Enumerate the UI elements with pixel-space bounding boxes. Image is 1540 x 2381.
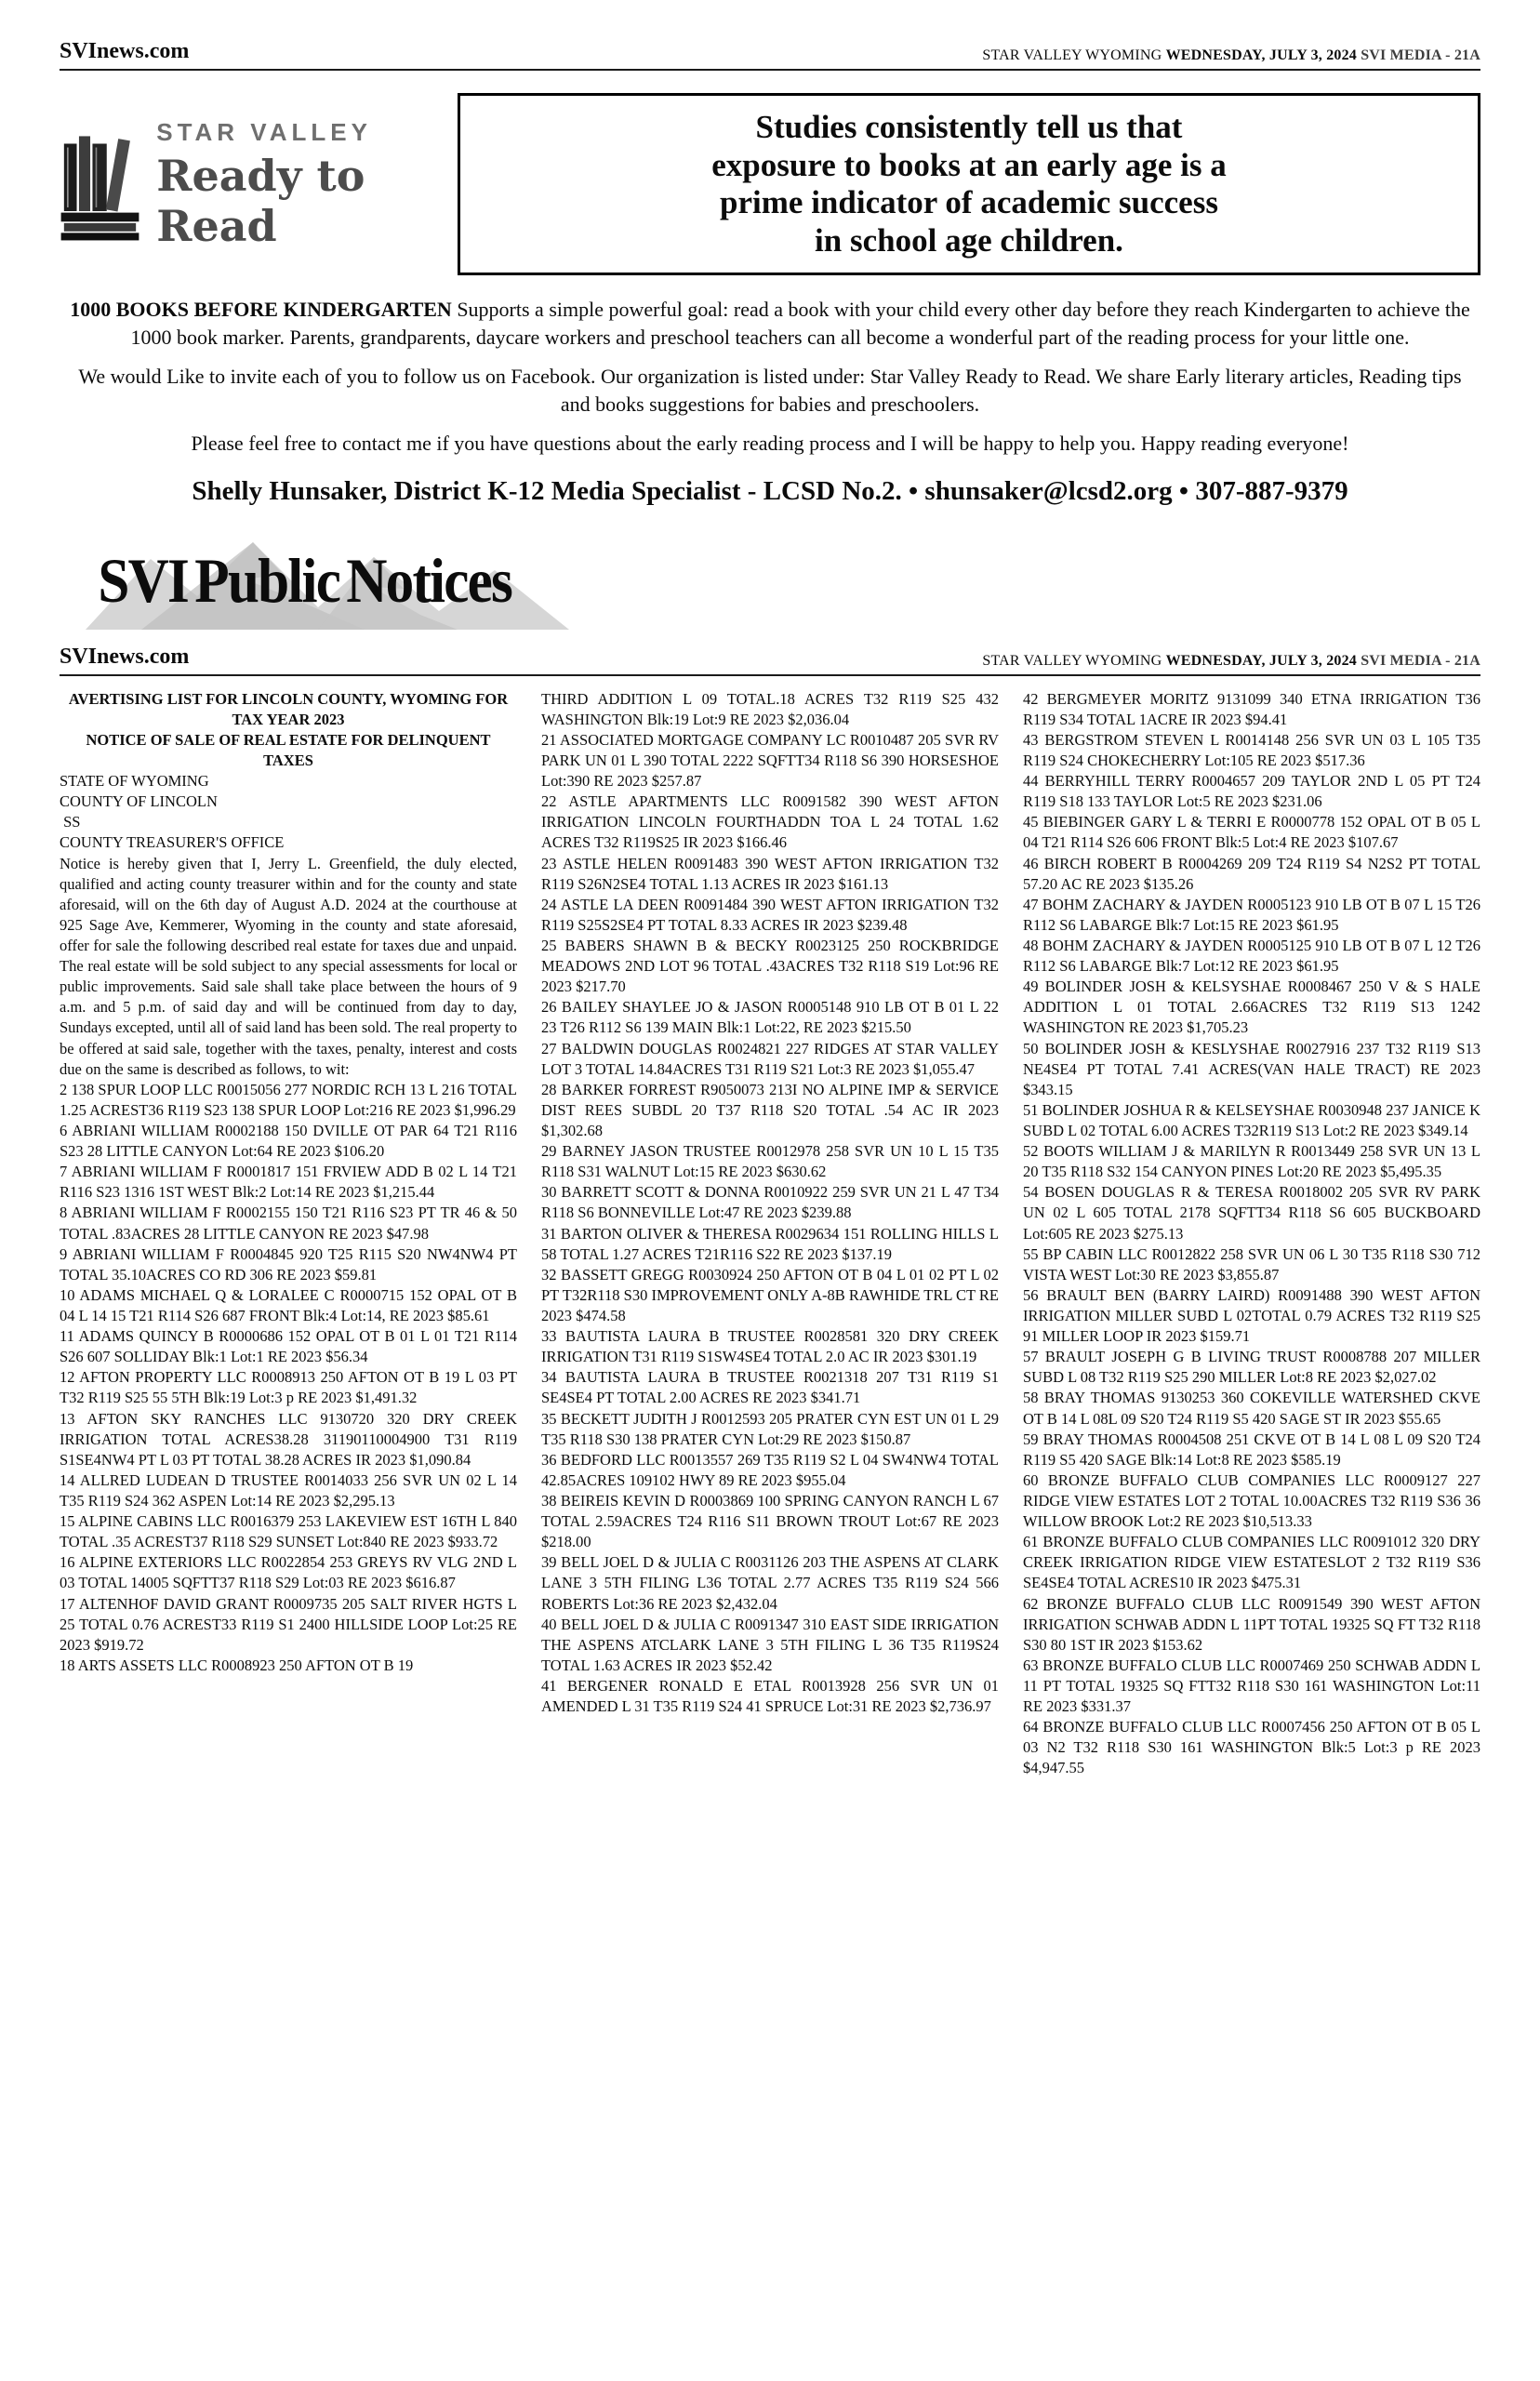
- notice-entry: 32 BASSETT GREGG R0030924 250 AFTON OT B 04 L 01 02 PT L 02 PT T32R118 S30 IMPROVEMENT ONLY A-8B RAWHIDE TRL CT RE 2023 $474.58: [541, 1265, 999, 1324]
- preamble-line: STATE OF WYOMING: [60, 772, 209, 791]
- notice-entry: 33 BAUTISTA LAURA B TRUSTEE R0028581 320 DRY CREEK IRRIGATION T31 R119 S1SW4SE4 TOTAL 2.0 AC IR 2023 $301.19: [541, 1327, 999, 1366]
- notice-entry: 10 ADAMS MICHAEL Q & LORALEE C R0000715 152 OPAL OT B 04 L 14 15 T21 R114 S26 687 FRONT Blk:4 Lot:14, RE 2023 $85.61: [60, 1285, 517, 1324]
- quote-box: [458, 93, 1480, 275]
- logo-text: [156, 118, 433, 251]
- header-edition: SVI MEDIA - 21A: [1357, 47, 1480, 63]
- notice-entry: 43 BERGSTROM STEVEN L R0014148 256 SVR UN 03 L 105 T35 R119 S24 CHOKECHERRY Lot:105 RE 2023 $517.36: [1023, 730, 1480, 770]
- notice-entry: 28 BARKER FORREST R9050073 213I NO ALPINE IMP & SERVICE DIST REES SUBDL 20 T37 R118 S20 TOTAL .54 AC IR 2023 $1,302.68: [541, 1080, 999, 1140]
- paragraph-facebook: We would Like to invite each of you to follow us on Facebook. Our organization is listed under: Star Valley Ready to Read. We share Early literary articles, Reading tips and books suggestions for babies and preschoolers.: [78, 365, 1462, 416]
- notice-entry: 30 BARRETT SCOTT & DONNA R0010922 259 SVR UN 21 L 47 T34 R118 S6 BONNEVILLE Lot:47 RE 2023 $239.88: [541, 1183, 999, 1222]
- paragraph-1000-books: [68, 296, 1472, 351]
- site-name: SVInews.com: [60, 39, 190, 63]
- notice-entry: 35 BECKETT JUDITH J R0012593 205 PRATER CYN EST UN 01 L 29 T35 R118 S30 138 PRATER CYN Lot:29 RE 2023 $150.87: [541, 1409, 999, 1448]
- notice-column-3: [1023, 689, 1480, 1779]
- paragraph-contact-invite: Please feel free to contact me if you have questions about the early reading process and I will be happy to help you. Happy reading everyone!: [191, 432, 1349, 456]
- notice-columns: [60, 689, 1480, 1779]
- notice-entry: 47 BOHM ZACHARY & JAYDEN R0005123 910 LB OT B 07 L 15 T26 R112 S6 LABARGE Blk:7 Lot:15 RE 2023 $61.95: [1023, 895, 1480, 934]
- quote-line: prime indicator of academic success: [720, 184, 1218, 221]
- notice-entry: 60 BRONZE BUFFALO CLUB COMPANIES LLC R0009127 227 RIDGE VIEW ESTATES LOT 2 TOTAL 10.00ACRES T32 R119 S36 36 WILLOW BROOK Lot:2 RE 2023 $10,513.33: [1023, 1470, 1480, 1531]
- notice-heading-1: AVERTISING LIST FOR LINCOLN COUNTY, WYOMING FOR TAX YEAR 2023: [68, 689, 509, 728]
- notice-entry: 31 BARTON OLIVER & THERESA R0029634 151 ROLLING HILLS L 58 TOTAL 1.27 ACRES T21R116 S22 RE 2023 $137.19: [541, 1224, 999, 1263]
- page-title: SVI Public Notices: [98, 544, 511, 616]
- notice-entry: 16 ALPINE EXTERIORS LLC R0022854 253 GREYS RV VLG 2ND L 03 TOTAL 14005 SQFTT37 R118 S29 Lot:03 RE 2023 $616.87: [60, 1553, 517, 1592]
- notice-entry: 62 BRONZE BUFFALO CLUB LLC R0091549 390 WEST AFTON IRRIGATION SCHWAB ADDN L 11PT TOTAL 19325 SQ FT T32 R118 S30 80 1ST IR 2023 $153.62: [1023, 1594, 1480, 1654]
- notice-entries-col3: [1023, 689, 1480, 1779]
- header-right: [982, 653, 1480, 670]
- header-location: STAR VALLEY WYOMING: [982, 652, 1166, 669]
- notice-entry: 57 BRAULT JOSEPH G B LIVING TRUST R0008788 207 MILLER SUBD L 08 T32 R119 S25 290 MILLER Lot:8 RE 2023 $2,027.02: [1023, 1348, 1480, 1387]
- notice-entry: 27 BALDWIN DOUGLAS R0024821 227 RIDGES AT STAR VALLEY LOT 3 TOTAL 14.84ACRES T31 R119 S21 Lot:3 RE 2023 $1,055.47: [541, 1039, 999, 1078]
- header-location: STAR VALLEY WYOMING: [982, 47, 1166, 63]
- notice-entry: 34 BAUTISTA LAURA B TRUSTEE R0021318 207 T31 R119 S1 SE4SE4 PT TOTAL 2.00 ACRES RE 2023 $341.71: [541, 1368, 999, 1407]
- notice-intro: Notice is hereby given that I, Jerry L. Greenfield, the duly elected, qualified and acting county treasurer within and for the county and state aforesaid, will on the 6th day of August A.D. 2024 at the courthouse at 925 Sage Ave, Kemmerer, Wyoming in the county and state aforesaid, offer for sale the following described real estate for taxes due and unpaid. The real estate will be sold subject to any special assessments for local or public improvements. Said sale shall take place between the hours of 9 a.m. and 5 p.m. of said day and will be continued from day to day, Sundays excepted, until all of said land has been sold. The real property to be offered at said sale, together with the taxes, penalty, interest and costs due on the same is described as follows, to wit:: [60, 854, 517, 1078]
- ready-to-read-section: [60, 93, 1480, 275]
- notice-entry: 48 BOHM ZACHARY & JAYDEN R0005125 910 LB OT B 07 L 12 T26 R112 S6 LABARGE Blk:7 Lot:12 RE 2023 $61.95: [1023, 937, 1480, 976]
- ready-to-read-text: [60, 296, 1480, 506]
- quote-line: in school age children.: [815, 221, 1123, 259]
- notice-entry: 12 AFTON PROPERTY LLC R0008913 250 AFTON OT B 19 L 03 PT T32 R119 S25 55 5TH Blk:19 Lot:3 p RE 2023 $1,491.32: [60, 1368, 517, 1407]
- notice-entry: 22 ASTLE APARTMENTS LLC R0091582 390 WEST AFTON IRRIGATION LINCOLN FOURTHADDN TOA L 24 TOTAL 1.62 ACRES T32 R119S25 IR 2023 $166.46: [541, 792, 999, 852]
- notice-entry: 56 BRAULT BEN (BARRY LAIRD) R0091488 390 WEST AFTON IRRIGATION MILLER SUBD L 02TOTAL 0.79 ACRES T32 R119 S25 91 MILLER LOOP IR 2023 $159.71: [1023, 1285, 1480, 1346]
- quote-line: exposure to books at an early age is a: [711, 146, 1227, 183]
- paragraph-lead-rest: Supports a simple powerful goal: read a book with your child every other day before they reach Kindergarten to achieve the 1000 book marker. Parents, grandparents, daycare workers and preschool teachers can all become a wonderful part of the reading process for your little one.: [130, 298, 1470, 349]
- site-name: SVInews.com: [60, 644, 190, 669]
- page-header-second: [60, 645, 1480, 676]
- paragraph-lead-bold: 1000 BOOKS BEFORE KINDERGARTEN: [70, 298, 452, 322]
- notice-entry: 8 ABRIANI WILLIAM F R0002155 150 T21 R116 S23 PT TR 46 & 50 TOTAL .83ACRES 28 LITTLE CANYON RE 2023 $47.98: [60, 1204, 517, 1243]
- notice-entry: 44 BERRYHILL TERRY R0004657 209 TAYLOR 2ND L 05 PT T24 R119 S18 133 TAYLOR Lot:5 RE 2023 $231.06: [1023, 772, 1480, 811]
- notice-entry: 63 BRONZE BUFFALO CLUB LLC R0007469 250 SCHWAB ADDN L 11 PT TOTAL 19325 SQ FTT32 R118 S30 161 WASHINGTON Lot:11 RE 2023 $331.37: [1023, 1656, 1480, 1716]
- header-date: WEDNESDAY, JULY 3, 2024: [1165, 47, 1357, 63]
- logo-title: STAR VALLEY: [156, 117, 372, 146]
- preamble-line: COUNTY OF LINCOLN: [60, 792, 218, 811]
- contact-line: Shelly Hunsaker, District K-12 Media Specialist - LCSD No.2. • shunsaker@lcsd2.org • 307-887-9379: [192, 475, 1348, 506]
- notice-entry: 45 BIEBINGER GARY L & TERRI E R0000778 152 OPAL OT B 05 L 04 T21 R114 S26 606 FRONT Blk:5 Lot:4 RE 2023 $107.67: [1023, 813, 1480, 852]
- notice-entry: 13 AFTON SKY RANCHES LLC 9130720 320 DRY CREEK IRRIGATION TOTAL ACRES38.28 31190110004900 T31 R119 S1SE4NW4 PT L 03 PT TOTAL 38.28 ACRES IR 2023 $1,090.84: [60, 1409, 517, 1469]
- preamble-line: SS: [60, 813, 81, 831]
- notice-entry: 36 BEDFORD LLC R0013557 269 T35 R119 S2 L 04 SW4NW4 TOTAL 42.85ACRES 109102 HWY 89 RE 2023 $955.04: [541, 1450, 999, 1489]
- notice-entry: THIRD ADDITION L 09 TOTAL.18 ACRES T32 R119 S25 432 WASHINGTON Blk:19 Lot:9 RE 2023 $2,036.04: [541, 689, 999, 728]
- notice-entry: 23 ASTLE HELEN R0091483 390 WEST AFTON IRRIGATION T32 R119 S26N2SE4 TOTAL 1.13 ACRES IR 2023 $161.13: [541, 854, 999, 893]
- notice-entry: 55 BP CABIN LLC R0012822 258 SVR UN 06 L 30 T35 R118 S30 712 VISTA WEST Lot:30 RE 2023 $3,855.87: [1023, 1244, 1480, 1284]
- notice-entry: 7 ABRIANI WILLIAM F R0001817 151 FRVIEW ADD B 02 L 14 T21 R116 S23 1316 1ST WEST Blk:2 Lot:14 RE 2023 $1,215.44: [60, 1163, 517, 1202]
- notice-entry: 54 BOSEN DOUGLAS R & TERESA R0018002 205 SVR RV PARK UN 02 L 605 TOTAL 2178 SQFTT34 R118 S6 605 BUCKBOARD Lot:605 RE 2023 $275.13: [1023, 1183, 1480, 1243]
- notice-entry: 58 BRAY THOMAS 9130253 360 COKEVILLE WATERSHED CKVE OT B 14 L 08L 09 S20 T24 R119 S5 420 SAGE ST IR 2023 $55.65: [1023, 1389, 1480, 1428]
- notice-entry: 59 BRAY THOMAS R0004508 251 CKVE OT B 14 L 08 L 09 S20 T24 R119 S5 420 SAGE Blk:14 Lot:8 RE 2023 $585.19: [1023, 1430, 1480, 1469]
- preamble-line: COUNTY TREASURER'S OFFICE: [60, 833, 285, 852]
- notice-entry: 52 BOOTS WILLIAM J & MARILYN R R0013449 258 SVR UN 13 L 20 T35 R118 S32 154 CANYON PINES Lot:20 RE 2023 $5,495.35: [1023, 1142, 1480, 1181]
- notice-entry: 11 ADAMS QUINCY B R0000686 152 OPAL OT B 01 L 01 T21 R114 S26 607 SOLLIDAY Blk:1 Lot:1 RE 2023 $56.34: [60, 1327, 517, 1366]
- notice-entry: 49 BOLINDER JOSH & KELSYSHAE R0008467 250 V & S HALE ADDITION L 01 TOTAL 2.66ACRES T32 R119 S13 1242 WASHINGTON RE 2023 $1,705.23: [1023, 978, 1480, 1037]
- notice-entry: 26 BAILEY SHAYLEE JO & JASON R0005148 910 LB OT B 01 L 22 23 T26 R112 S6 139 MAIN Blk:1 Lot:22, RE 2023 $215.50: [541, 998, 999, 1037]
- page-header-top: [60, 0, 1480, 71]
- notice-entries-col1: [60, 1080, 517, 1676]
- notice-heading-2: NOTICE OF SALE OF REAL ESTATE FOR DELINQUENT TAXES: [86, 730, 491, 770]
- ready-to-read-logo: [60, 113, 433, 255]
- notice-entries-col2: [541, 689, 999, 1717]
- notice-entry: 9 ABRIANI WILLIAM F R0004845 920 T25 R115 S20 NW4NW4 PT TOTAL 35.10ACRES CO RD 306 RE 2023 $59.81: [60, 1244, 517, 1284]
- notice-entry: 40 BELL JOEL D & JULIA C R0091347 310 EAST SIDE IRRIGATION THE ASPENS ATCLARK LANE 3 5TH FILING L 36 T35 R119S24 TOTAL 1.63 ACRES IR 2023 $52.42: [541, 1615, 999, 1674]
- books-icon: [60, 113, 143, 255]
- notice-column-2: [541, 689, 999, 1779]
- notice-entry: 39 BELL JOEL D & JULIA C R0031126 203 THE ASPENS AT CLARK LANE 3 5TH FILING L36 TOTAL 2.77 ACRES T35 R119 S24 566 ROBERTS Lot:36 RE 2023 $2,432.04: [541, 1553, 999, 1613]
- notice-entry: 29 BARNEY JASON TRUSTEE R0012978 258 SVR UN 10 L 15 T35 R118 S31 WALNUT Lot:15 RE 2023 $630.62: [541, 1142, 999, 1181]
- notice-entry: 51 BOLINDER JOSHUA R & KELSEYSHAE R0030948 237 JANICE K SUBD L 02 TOTAL 6.00 ACRES T32R119 S13 Lot:2 RE 2023 $349.14: [1023, 1100, 1480, 1140]
- notice-entry: 41 BERGENER RONALD E ETAL R0013928 256 SVR UN 01 AMENDED L 31 T35 R119 S24 41 SPRUCE Lot:31 RE 2023 $2,736.97: [541, 1676, 999, 1716]
- notice-entry: 18 ARTS ASSETS LLC R0008923 250 AFTON OT B 19: [60, 1656, 414, 1674]
- notice-entry: 25 BABERS SHAWN B & BECKY R0023125 250 ROCKBRIDGE MEADOWS 2ND LOT 96 TOTAL .43ACRES T32 R118 S19 Lot:96 RE 2023 $217.70: [541, 937, 999, 996]
- header-right: [982, 47, 1480, 64]
- notice-entry: 14 ALLRED LUDEAN D TRUSTEE R0014033 256 SVR UN 02 L 14 T35 R119 S24 362 ASPEN Lot:14 RE 2023 $2,295.13: [60, 1470, 517, 1510]
- header-date: WEDNESDAY, JULY 3, 2024: [1165, 652, 1357, 669]
- quote-line: Studies consistently tell us that: [755, 109, 1183, 145]
- notice-entry: 21 ASSOCIATED MORTGAGE COMPANY LC R0010487 205 SVR RV PARK UN 01 L 390 TOTAL 2222 SQFTT34 R118 S6 390 HORSESHOE Lot:390 RE 2023 $257.87: [541, 730, 999, 791]
- notice-entry: 24 ASTLE LA DEEN R0091484 390 WEST AFTON IRRIGATION T32 R119 S25S2SE4 PT TOTAL 8.33 ACRES IR 2023 $239.48: [541, 895, 999, 934]
- notice-entry: 6 ABRIANI WILLIAM R0002188 150 DVILLE OT PAR 64 T21 R116 S23 28 LITTLE CANYON Lot:64 RE 2023 $106.20: [60, 1122, 517, 1161]
- notice-entry: 38 BEIREIS KEVIN D R0003869 100 SPRING CANYON RANCH L 67 TOTAL 2.59ACRES T24 R116 S11 BROWN TROUT Lot:67 RE 2023 $218.00: [541, 1491, 999, 1551]
- public-notices-masthead: [60, 535, 1480, 639]
- notice-entry: 15 ALPINE CABINS LLC R0016379 253 LAKEVIEW EST 16TH L 840 TOTAL .35 ACREST37 R118 S29 SUNSET Lot:840 RE 2023 $933.72: [60, 1512, 517, 1551]
- notice-entry: 46 BIRCH ROBERT B R0004269 209 T24 R119 S4 N2S2 PT TOTAL 57.20 AC RE 2023 $135.26: [1023, 854, 1480, 893]
- logo-subtitle: Ready to Read: [156, 150, 365, 251]
- notice-entry: 61 BRONZE BUFFALO CLUB COMPANIES LLC R0091012 320 DRY CREEK IRRIGATION RIDGE VIEW ESTATESLOT 2 T32 R119 S36 SE4SE4 TOTAL ACRES10 IR 2023 $475.31: [1023, 1533, 1480, 1592]
- notice-column-1: [60, 689, 517, 1779]
- notice-entry: 17 ALTENHOF DAVID GRANT R0009735 205 SALT RIVER HGTS L 25 TOTAL 0.76 ACREST33 R119 S1 2400 HILLSIDE LOOP Lot:25 RE 2023 $919.72: [60, 1594, 517, 1654]
- notice-preamble: [60, 771, 517, 853]
- notice-entry: 50 BOLINDER JOSH & KESLYSHAE R0027916 237 T32 R119 S13 NE4SE4 PT TOTAL 7.41 ACRES(VAN HALE TRACT) RE 2023 $343.15: [1023, 1039, 1480, 1098]
- notice-entry: 42 BERGMEYER MORITZ 9131099 340 ETNA IRRIGATION T36 R119 S34 TOTAL 1ACRE IR 2023 $94.41: [1023, 689, 1480, 728]
- notice-entry: 2 138 SPUR LOOP LLC R0015056 277 NORDIC RCH 13 L 216 TOTAL 1.25 ACREST36 R119 S23 138 SPUR LOOP Lot:216 RE 2023 $1,996.29: [60, 1080, 517, 1119]
- notice-entry: 64 BRONZE BUFFALO CLUB LLC R0007456 250 AFTON OT B 05 L 03 N2 T32 R118 S30 161 WASHINGTON Blk:5 Lot:3 p RE 2023 $4,947.55: [1023, 1718, 1480, 1777]
- header-edition: SVI MEDIA - 21A: [1357, 652, 1480, 669]
